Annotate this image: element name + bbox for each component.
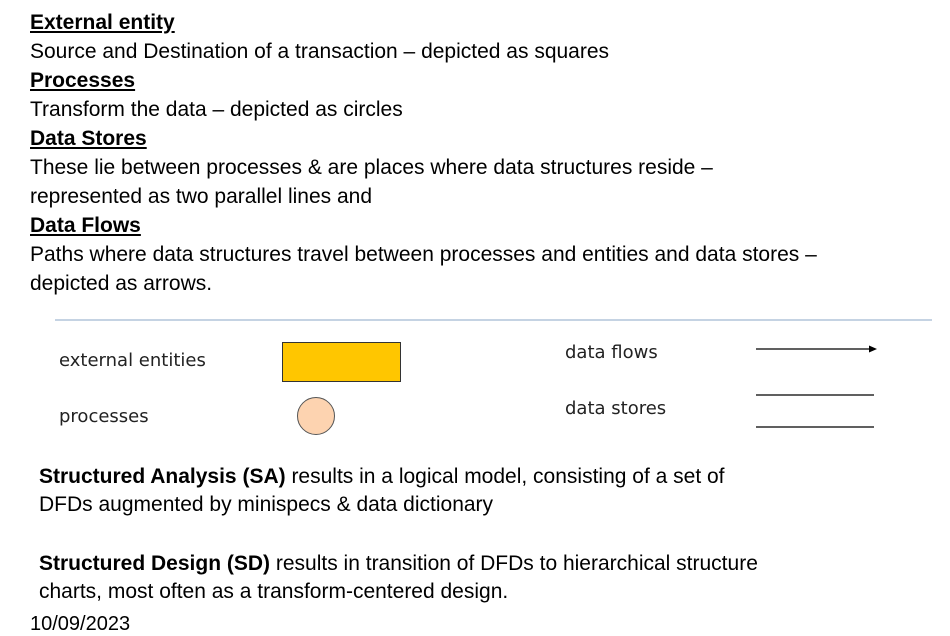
legend-label-data-stores: data stores bbox=[565, 398, 667, 419]
structured-analysis-desc: results in a logical model, consisting of a set of bbox=[285, 465, 725, 488]
legend-label-data-flows: data flows bbox=[565, 342, 658, 363]
structured-analysis-term: Structured Analysis (SA) bbox=[39, 465, 286, 488]
data-store-lines-symbol bbox=[756, 392, 876, 432]
data-stores-text-line2: represented as two parallel lines and bbox=[30, 185, 373, 208]
legend-label-processes: processes bbox=[59, 406, 149, 427]
process-circle-symbol bbox=[297, 397, 335, 435]
legend-label-external-entities: external entities bbox=[59, 350, 206, 371]
processes-heading: Processes bbox=[30, 69, 136, 92]
structured-analysis-line1 bbox=[39, 463, 725, 491]
structured-design-line2: charts, most often as a transform-centered design. bbox=[39, 580, 509, 603]
data-flows-text-line1: Paths where data structures travel between processes and entities and data stores – bbox=[30, 243, 817, 266]
section-divider bbox=[55, 319, 932, 321]
data-flows-text-line2: depicted as arrows. bbox=[30, 272, 213, 295]
external-entity-heading: External entity bbox=[30, 11, 175, 34]
structured-analysis-line2: DFDs augmented by minispecs & data dictionary bbox=[39, 493, 494, 516]
structured-design-term: Structured Design (SD) bbox=[39, 552, 271, 575]
data-stores-heading: Data Stores bbox=[30, 127, 147, 150]
structured-design-desc: results in transition of DFDs to hierarchical structure bbox=[270, 552, 758, 575]
external-entity-symbol bbox=[282, 342, 401, 382]
processes-text: Transform the data – depicted as circles bbox=[30, 98, 403, 121]
data-flow-arrow-symbol bbox=[756, 343, 878, 355]
external-entity-text: Source and Destination of a transaction – depicted as squares bbox=[30, 40, 610, 63]
data-flows-heading: Data Flows bbox=[30, 214, 141, 237]
structured-design-line1 bbox=[39, 550, 758, 578]
data-stores-text-line1: These lie between processes & are places where data structures reside – bbox=[30, 156, 713, 179]
footer-date: 10/09/2023 bbox=[30, 613, 131, 635]
